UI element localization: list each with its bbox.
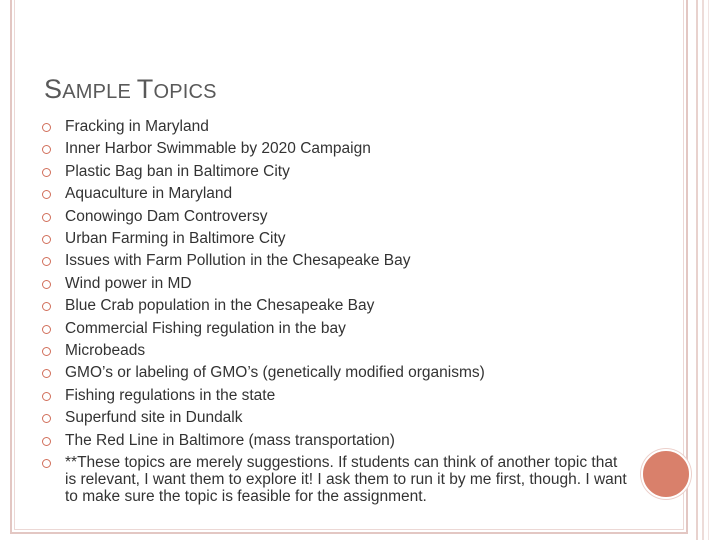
topic-list (42, 116, 632, 505)
title-text: OPICS (153, 81, 217, 103)
list-item (42, 362, 632, 384)
list-item (42, 138, 632, 160)
topic-text: Commercial Fishing regulation in the bay (65, 319, 346, 337)
hollow-circle-bullet-icon (42, 145, 51, 154)
hollow-circle-bullet-icon (42, 437, 51, 446)
topic-text: Wind power in MD (65, 274, 192, 292)
hollow-circle-bullet-icon (42, 325, 51, 334)
topic-text: Superfund site in Dundalk (65, 409, 243, 427)
hollow-circle-bullet-icon (42, 190, 51, 199)
list-item (42, 430, 632, 452)
hollow-circle-bullet-icon (42, 257, 51, 266)
topic-text: Urban Farming in Baltimore City (65, 230, 286, 248)
hollow-circle-bullet-icon (42, 302, 51, 311)
topic-text: Issues with Farm Pollution in the Chesapeake Bay (65, 252, 411, 270)
list-item (42, 116, 632, 138)
topic-text: Inner Harbor Swimmable by 2020 Campaign (65, 140, 371, 158)
hollow-circle-bullet-icon (42, 347, 51, 356)
decorative-rail (708, 0, 709, 540)
topic-text: Microbeads (65, 342, 146, 360)
hollow-circle-bullet-icon (42, 235, 51, 244)
topic-text: GMO’s or labeling of GMO’s (genetically modified organisms) (65, 364, 485, 382)
list-item (42, 385, 632, 407)
hollow-circle-bullet-icon (42, 414, 51, 423)
list-item (42, 206, 632, 228)
list-item (42, 407, 632, 429)
topic-text: Conowingo Dam Controversy (65, 207, 268, 225)
hollow-circle-bullet-icon (42, 280, 51, 289)
title-text: AMPLE (62, 81, 137, 103)
topic-text: Fracking in Maryland (65, 118, 209, 135)
topic-note-text: **These topics are merely suggestions. If students can think of another topic that is relevant, I want them to explore it! I ask them to run it by me first, though. I want to make sure the topic is feasible for the assignment. (65, 454, 627, 506)
accent-circle-icon (641, 449, 691, 499)
topic-text: Blue Crab population in the Chesapeake Bay (65, 297, 375, 315)
topic-text: Aquaculture in Maryland (65, 185, 233, 203)
topic-text: Fishing regulations in the state (65, 386, 276, 404)
decorative-rail (696, 0, 698, 540)
list-item-note (42, 452, 632, 505)
list-item (42, 318, 632, 340)
hollow-circle-bullet-icon (42, 369, 51, 378)
hollow-circle-bullet-icon (42, 459, 51, 468)
title-letter: T (136, 74, 154, 104)
list-item (42, 295, 632, 317)
list-item (42, 340, 632, 362)
decorative-rail (702, 0, 704, 540)
hollow-circle-bullet-icon (42, 123, 51, 132)
topic-text: The Red Line in Baltimore (mass transportation) (65, 431, 395, 449)
hollow-circle-bullet-icon (42, 392, 51, 401)
list-item (42, 250, 632, 272)
list-item (42, 273, 632, 295)
list-item (42, 183, 632, 205)
hollow-circle-bullet-icon (42, 213, 51, 222)
list-item (42, 228, 632, 250)
list-item (42, 161, 632, 183)
topic-text: Plastic Bag ban in Baltimore City (65, 162, 290, 180)
hollow-circle-bullet-icon (42, 168, 51, 177)
title-letter: S (44, 74, 63, 104)
slide-title (44, 74, 217, 105)
